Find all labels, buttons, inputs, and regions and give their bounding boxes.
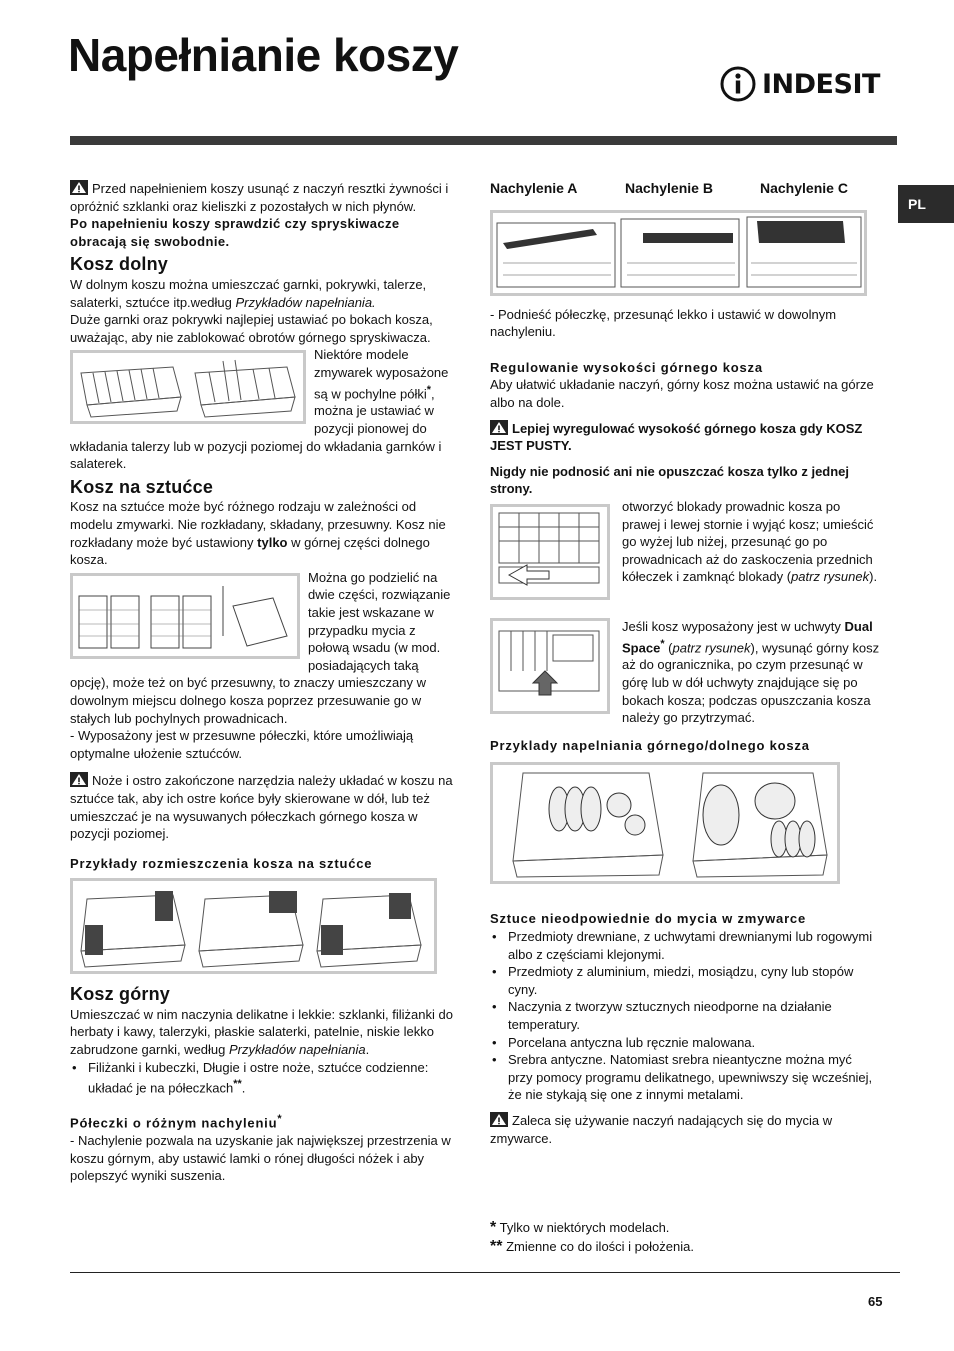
intro-warning-bold: Po napełnieniu koszy sprawdzić czy spryskiwacze obracają się swobodnie. bbox=[70, 216, 400, 249]
kosz-sztucce-p1: Kosz na sztućce może być różnego rodzaju w zależności od modelu zmywarki. Nie rozkładany, składany, przesuwny. Kosz nie rozkładany może być ustawiony tylko w górnej części dolnego kosza. bbox=[70, 499, 446, 568]
sztuce-warning: Zaleca się używanie naczyń nadających się do mycia w zmywarce. bbox=[490, 1112, 833, 1146]
page-title: Napełnianie koszy bbox=[68, 29, 459, 81]
heading-sztuce: Sztuce nieodpowiednie do mycia w zmywarce bbox=[490, 911, 806, 927]
heading-kosz-gorny: Kosz górny bbox=[70, 984, 171, 1005]
nachylenie-figure bbox=[490, 210, 867, 296]
warning-icon bbox=[70, 772, 88, 787]
warning-icon bbox=[490, 1112, 508, 1127]
cutlery-basket-figure bbox=[70, 573, 300, 659]
nachylenie-labels bbox=[490, 180, 880, 198]
list-item: • Filiżanki i kubeczki, Długie i ostre noże, sztućce codzienne: układać je na półeczkach**. bbox=[70, 1059, 455, 1098]
kosz-gorny-list bbox=[70, 1059, 455, 1098]
kosz-dolny-p3: Niektóre modele zmywarek wyposażone są w pochylne półki*, można je ustawiać w pozycji pionowej do wkładania talerzy lub w pozycji poziomej do wkładania garnków i salaterek. bbox=[70, 347, 449, 472]
page-number: 65 bbox=[868, 1294, 883, 1309]
intro-warning: Przed napełnieniem koszy usunąć z naczyń resztki żywności i opróżnić szklanki oraz kieliszki z pozostałych w nich płynów. bbox=[70, 181, 449, 214]
nachylenie-b: Nachylenie B bbox=[625, 180, 713, 196]
kosz-dolny-p2: Duże garnki oraz pokrywki najlepiej ustawiać po bokach kosza, uważając, aby nie zablokować obrotów górnego spryskiwacza. bbox=[70, 312, 433, 345]
regulowanie-never: Nigdy nie podnosić ani nie opuszczać kosza tylko z jednej strony. bbox=[490, 463, 850, 497]
list-item: • Przedmioty z aluminium, miedzi, mosiądzu, cyny lub stopów cyny. bbox=[490, 963, 880, 998]
kosz-sztucce-p3: - Wyposażony jest w przesuwne półeczki, które umożliwiają optymalne ułożenie sztućców. bbox=[70, 728, 414, 761]
brand-name: INDESIT bbox=[762, 68, 880, 100]
nachylenie-a: Nachylenie A bbox=[490, 180, 578, 196]
heading-kosz-dolny: Kosz dolny bbox=[70, 254, 169, 275]
indesit-i-icon bbox=[720, 66, 756, 102]
right-column bbox=[490, 180, 880, 1147]
nachylenie-c: Nachylenie C bbox=[760, 180, 848, 196]
list-item: • Porcelana antyczna lub ręcznie malowana. bbox=[490, 1034, 880, 1052]
list-item: • Przedmioty drewniane, z uchwytami drewnianymi lub rogowymi albo z częściami klejonymi. bbox=[490, 928, 880, 963]
list-item: • Srebra antyczne. Natomiast srebra nieantyczne można myć przy pomocy programu delikatnego, upewniwszy się wcześniej, że nie stykają się one z innymi metalami. bbox=[490, 1051, 880, 1104]
dual-space-figure bbox=[490, 618, 610, 714]
kosz-sztucce-p2: Można go podzielić na dwie części, rozwiązanie takie jest wskazane w przypadku mycia z połową wsadu (w mod. posiadających taką opcję), może też on być przesuwny, to znaczy umieszczany w dowolnym miejscu dolnego kosza poprzez przesuwanie go w stałych lub pochylnych prowadnicach. bbox=[70, 569, 451, 726]
footnotes bbox=[490, 1218, 694, 1256]
kosz-gorny-p1: Umieszczać w nim naczynia delikatne i lekkie: szklanki, filiżanki do herbaty i kawy, talerzyki, płaskie salaterki, patelnie, niskie lekko zabrudzone garnki, według Przykładów napełniania. bbox=[70, 1006, 453, 1058]
footnote-2: ** Zmienne co do ilości i położenia. bbox=[490, 1238, 694, 1255]
heading-regulowanie: Regulowanie wysokości górnego kosza bbox=[490, 359, 763, 375]
lower-basket-figure bbox=[70, 350, 306, 424]
poleczki-p1: - Nachylenie pozwala na uzyskanie jak największej przestrzenia w koszu górnym, aby ustawić lamki o rónej długości nóżek i aby polepszyć wyniki suszenia. bbox=[70, 1133, 451, 1184]
loading-examples-figure bbox=[490, 762, 840, 884]
header-rule bbox=[70, 136, 897, 145]
regulowanie-p3: Jeśli kosz wyposażony jest w uchwyty Dual Space* (patrz rysunek), wysunąć górny kosz aż do ogranicznika, po czym przesunąć w górę lub w dół uchwyty znajdujące się po bokach kosza; podczas opuszczania kosza należy go przytrzymać. bbox=[622, 618, 880, 726]
heading-examples-cutlery: Przykłady rozmieszczenia kosza na sztućce bbox=[70, 855, 373, 871]
regulowanie-warning: Lepiej wyregulować wysokość górnego kosza gdy KOSZ JEST PUSTY. bbox=[490, 420, 863, 454]
basket-height-figure bbox=[490, 504, 610, 600]
footnote-1: * Tylko w niektórych modelach. bbox=[490, 1219, 670, 1236]
heading-kosz-sztucce: Kosz na sztućce bbox=[70, 476, 214, 497]
nachylenie-text: - Podnieść półeczkę, przesunąć lekko i ustawić w dowolnym nachyleniu. bbox=[490, 306, 837, 340]
left-column bbox=[70, 180, 455, 1185]
language-tab: PL bbox=[898, 185, 954, 223]
cutlery-examples-figure bbox=[70, 878, 437, 974]
cutlery-warning: Noże i ostro zakończone narzędzia należy układać w koszu na sztućce tak, aby ich ostre końce były skierowane w dół, lub też umieszczać je na wysuwanych półeczkach górnego kosza w pozycji poziomej. bbox=[70, 773, 453, 842]
warning-icon bbox=[490, 420, 508, 435]
kosz-dolny-p1: W dolnym koszu można umieszczać garnki, pokrywki, talerze, salaterki, sztućce itp.według Przykładów napełniania. bbox=[70, 276, 427, 310]
brand-logo bbox=[720, 66, 880, 102]
heading-poleczki: Półeczki o różnym nachyleniu* bbox=[70, 1113, 283, 1131]
list-item: • Naczynia z tworzyw sztucznych nieodporne na działanie temperatury. bbox=[490, 998, 880, 1033]
heading-przyklady: Przyklady napelniania górnego/dolnego kosza bbox=[490, 737, 810, 753]
footer-rule bbox=[70, 1272, 900, 1273]
warning-icon bbox=[70, 180, 88, 195]
regulowanie-p1: Aby ułatwić układanie naczyń, górny kosz można ustawić na górze albo na dole. bbox=[490, 377, 874, 410]
regulowanie-p2: otworzyć blokady prowadnic kosza po prawej i lewej stornie i wyjąć kosz; umieścić go wyżej lub niżej, przesunąć go po prowadnicach aż do zaskoczenia przednich kółeczek i zamknąć blokady (patrz rysunek). bbox=[622, 498, 878, 585]
sztuce-list bbox=[490, 928, 880, 1104]
